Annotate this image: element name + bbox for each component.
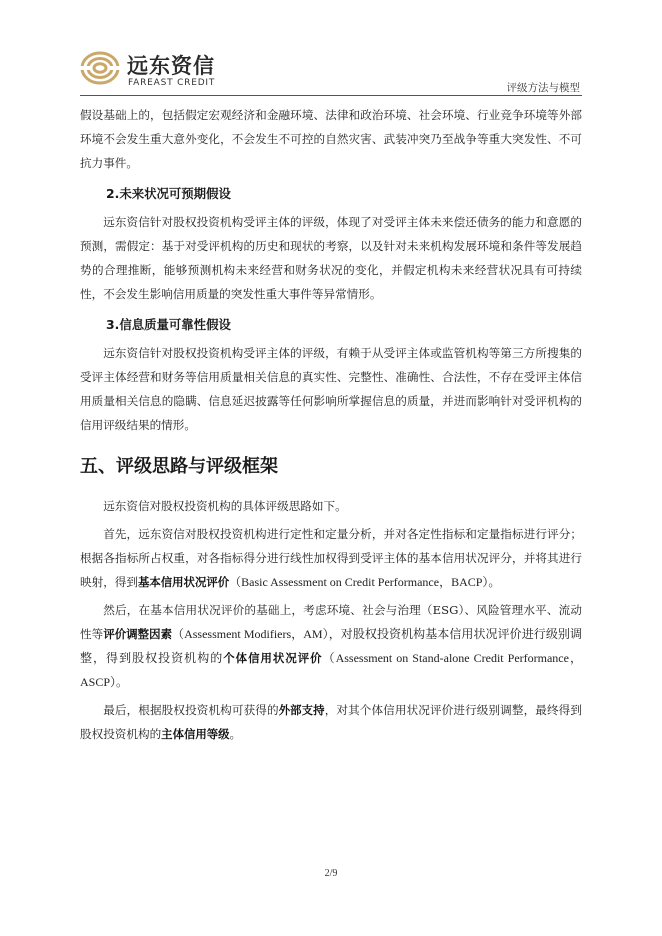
paragraph-first-step (80, 522, 582, 594)
heading-info-assumption: 3.信息质量可靠性假设 (106, 317, 231, 332)
term-issuer-rating: 主体信用等级 (161, 727, 230, 741)
paragraph-second-step (80, 598, 582, 694)
text-span: 。 (229, 727, 242, 741)
text-span: （Basic Assessment on Credit Performance，BACP）。 (229, 575, 501, 589)
text-span: ，对其个体信用状况评价进行级别调整，最终得到股权投资机构的 (80, 703, 582, 741)
paragraph-final-step (80, 698, 582, 746)
text-span: （Assessment Modifiers，AM），对股权投资机构基本信用状况评价进行级别调整，得到股权投资机构的 (80, 627, 582, 665)
page-header (0, 0, 662, 100)
continued-paragraph: 假设基础上的，包括假定宏观经济和金融环境、法律和政治环境、社会环境、行业竞争环境等外部环境不会发生重大意外变化，不会发生不可控的自然灾害、武装冲突乃至战争等重大突发性、不可抗力事件。 (80, 108, 582, 170)
term-bacp: 基本信用状况评价 (137, 575, 230, 589)
paragraph-future-assumption: 远东资信针对股权投资机构受评主体的评级，体现了对受评主体未来偿还债务的能力和意愿的预测，需假定：基于对受评机构的历史和现状的考察，以及针对未来机构发展环境和条件等发展趋势的合理推断，能够预测机构未来经营和财务状况的变化，并假定机构未来经营状况具有可持续性，不会发生影响信用质量的突发性重大事件等异常情形。 (80, 215, 582, 301)
document-section-label: 评级方法与模型 (506, 82, 580, 94)
term-am: 评价调整因素 (103, 627, 173, 641)
term-ascp: 个体信用状况评价 (223, 651, 323, 665)
logo-chinese-name: 远东资信 (127, 54, 215, 78)
text-span: （Assessment on Stand-alone Credit Performance，ASCP）。 (80, 651, 582, 689)
text-span: 最后，根据股权投资机构可获得的 (103, 703, 279, 717)
term-external-support: 外部支持 (278, 703, 325, 717)
heading-future-assumption: 2.未来状况可预期假设 (106, 186, 231, 201)
section-title: 五、评级思路与评级框架 (80, 456, 278, 477)
page-number: 2/9 (324, 868, 338, 879)
logo-english-name: FAREAST CREDIT (128, 78, 216, 88)
text-span: 然后，在基本信用状况评价的基础上，考虑环境、社会与治理（ESG）、风险管理水平、流动性等 (80, 603, 582, 641)
paragraph-info-assumption: 远东资信针对股权投资机构受评主体的评级，有赖于从受评主体或监管机构等第三方所搜集的受评主体经营和财务等信用质量相关信息的真实性、完整性、准确性、合法性，不存在受评主体信用质量相关信息的隐瞒、信息延迟披露等任何影响所掌握信息的质量，并进而影响针对受评机构的信用评级结果的情形。 (80, 346, 582, 432)
company-logo (80, 50, 300, 90)
logo-emblem-icon (80, 50, 120, 86)
text-span: 首先，远东资信对股权投资机构进行定性和定量分析，并对各定性指标和定量指标进行评分；根据各指标所占权重，对各指标得分进行线性加权得到受评主体的基本信用状况评分，并将其进行映射，得到 (80, 527, 582, 589)
paragraph-intro: 远东资信对股权投资机构的具体评级思路如下。 (103, 499, 347, 513)
header-divider (80, 95, 582, 96)
document-body (80, 103, 582, 746)
